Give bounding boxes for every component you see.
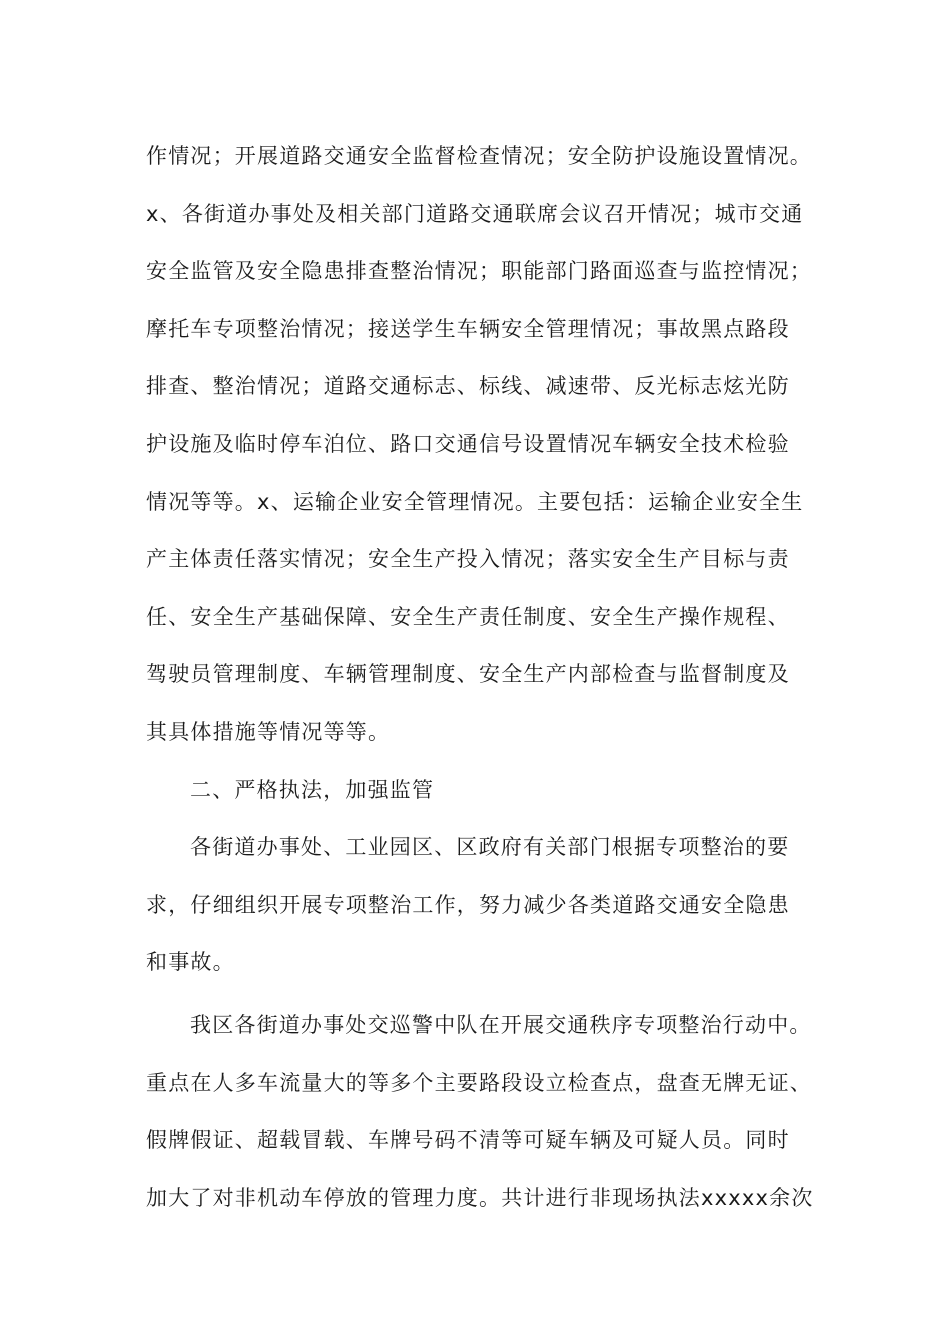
paragraph-line: 假牌假证、超载冒载、车牌号码不清等可疑车辆及可疑人员。同时 (146, 1128, 790, 1153)
text-line: 作情况；开展道路交通安全监督检查情况；安全防护设施设置情况。 (146, 144, 812, 168)
paragraph-line: 和事故。 (146, 950, 235, 975)
text-line: 任、安全生产基础保障、安全生产责任制度、安全生产操作规程、 (146, 604, 790, 629)
document-body (146, 128, 826, 1227)
paragraph-line: 加大了对非机动车停放的管理力度。共计进行非现场执法xxxxx余次 (146, 1185, 814, 1210)
text-line: 情况等等。x、运输企业安全管理情况。主要包括：运输企业安全生 (146, 489, 804, 514)
paragraph-line: 求，仔细组织开展专项整治工作，努力减少各类道路交通安全隐患 (146, 892, 790, 917)
text-line: 驾驶员管理制度、车辆管理制度、安全生产内部检查与监督制度及 (146, 662, 790, 687)
text-line: 护设施及临时停车泊位、路口交通信号设置情况车辆安全技术检验 (146, 431, 790, 456)
section-heading: 二、严格执法，加强监管 (190, 777, 435, 802)
paragraph-line: 各街道办事处、工业园区、区政府有关部门根据专项整治的要 (190, 835, 790, 860)
text-line: x、各街道办事处及相关部门道路交通联席会议召开情况；城市交通 (146, 201, 804, 226)
text-line: 产主体责任落实情况；安全生产投入情况；落实安全生产目标与责 (146, 547, 790, 572)
text-line: 其具体措施等情况等等。 (146, 719, 391, 744)
paragraph-line: 重点在人多车流量大的等多个主要路段设立检查点，盘查无牌无证、 (146, 1070, 812, 1095)
text-line: 摩托车专项整治情况；接送学生车辆安全管理情况；事故黑点路段 (146, 316, 790, 341)
paragraph-line: 我区各街道办事处交巡警中队在开展交通秩序专项整治行动中。 (190, 1012, 812, 1037)
text-line: 安全监管及安全隐患排查整治情况；职能部门路面巡查与监控情况； (146, 259, 812, 284)
text-line: 排查、整治情况；道路交通标志、标线、减速带、反光标志炫光防 (146, 374, 790, 399)
